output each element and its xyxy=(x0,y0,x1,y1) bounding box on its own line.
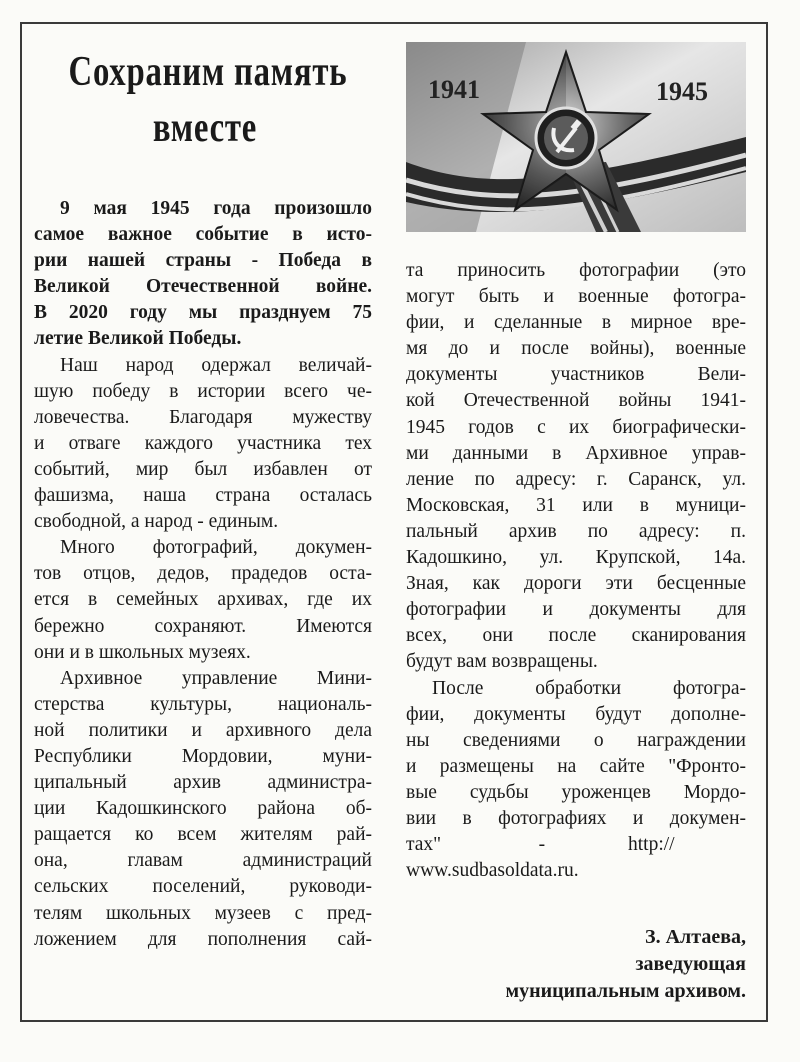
order-star-hammer-sickle-icon xyxy=(406,42,746,232)
line: событий, мир был избавлен от xyxy=(34,458,372,480)
line: свободной, а народ - единым. xyxy=(34,511,279,533)
line: телям школьных музеев с пред- xyxy=(34,902,372,924)
line: ной политики и архивного дела xyxy=(34,719,372,741)
line: могут быть и военные фотогра- xyxy=(406,286,746,308)
line: Республики Мордовии, муни- xyxy=(34,745,372,767)
line: Великой Отечественной войне. xyxy=(34,276,372,298)
line: ление по адресу: г. Саранск, ул. xyxy=(406,468,746,490)
line: рии нашей страны - Победа в xyxy=(34,250,372,272)
line: и отваге каждого участника тех xyxy=(34,432,372,454)
year-left: 1941 xyxy=(428,75,480,104)
line: 1945 годов с их биографически- xyxy=(406,416,746,438)
line: стерства культуры, националь- xyxy=(34,693,372,715)
signature-role-1: заведующая xyxy=(635,953,746,975)
line: фотографии и документы для xyxy=(406,599,746,621)
line: Московская, 31 или в муници- xyxy=(406,494,746,516)
line: всех, они после сканирования xyxy=(406,625,746,647)
line: ции Кадошкинского района об- xyxy=(34,798,372,820)
line: www.sudbasoldata.ru. xyxy=(406,860,579,882)
line: и размещены на сайте "Фронто- xyxy=(406,755,746,777)
line: ложением для пополнения сай- xyxy=(34,928,372,950)
line: Наш народ одержал величай- xyxy=(60,354,372,376)
line: В 2020 году мы празднуем 75 xyxy=(34,302,372,324)
line: кой Отечественной войны 1941- xyxy=(406,390,746,412)
line: тов отцов, дедов, прадедов оста- xyxy=(34,563,372,585)
line: ципальный архив администра- xyxy=(34,772,372,794)
line: ловечества. Благодаря мужеству xyxy=(34,406,372,428)
line: летие Великой Победы. xyxy=(34,328,242,350)
line: бережно сохраняют. Имеются xyxy=(34,615,372,637)
line: самое важное событие в исто- xyxy=(34,224,372,246)
title-line-1: Сохраним память xyxy=(68,49,348,95)
line: фии, документы будут дополне- xyxy=(406,703,746,725)
line: После обработки фотогра- xyxy=(432,677,746,699)
line: ется в семейных архивах, где их xyxy=(34,589,372,611)
line: 9 мая 1945 года произошло xyxy=(60,198,372,219)
line: они и в школьных музеях. xyxy=(34,641,251,663)
line: ны сведениями о награждении xyxy=(406,729,746,751)
line: мя до и после войны), военные xyxy=(406,338,746,360)
line: вии в фотографиях и докумен- xyxy=(406,807,746,829)
year-right: 1945 xyxy=(656,77,708,106)
title-line-2: вместе xyxy=(152,105,258,151)
line: фашизма, наша страна осталась xyxy=(34,485,372,507)
line: будут вам возвращены. xyxy=(406,651,598,673)
article-title xyxy=(68,44,348,156)
line: тах" - http:// xyxy=(406,834,675,856)
victory-photo xyxy=(406,42,746,232)
line: Архивное управление Мини- xyxy=(60,667,372,689)
line: пальный архив по адресу: п. xyxy=(406,520,746,542)
signature-name: З. Алтаева, xyxy=(645,926,746,948)
line: Кадошкино, ул. Крупской, 14а. xyxy=(406,547,746,569)
line: Зная, как дороги эти бесценные xyxy=(406,573,746,595)
line: ращается ко всем жителям рай- xyxy=(34,824,372,846)
line: та приносить фотографии (это xyxy=(406,260,746,281)
line: фии, и сделанные в мирное вре- xyxy=(406,312,746,334)
line: ми данными в Архивное управ- xyxy=(406,442,746,464)
line: документы участников Вели- xyxy=(406,364,746,386)
line: она, главам администраций xyxy=(34,850,372,872)
line: шую победу в истории всего че- xyxy=(34,380,372,402)
line: Много фотографий, докумен- xyxy=(60,537,372,559)
line: вые судьбы уроженцев Мордо- xyxy=(406,781,746,803)
signature-role-2: муниципальным архивом. xyxy=(505,980,746,1002)
line: сельских поселений, руководи- xyxy=(34,876,372,898)
